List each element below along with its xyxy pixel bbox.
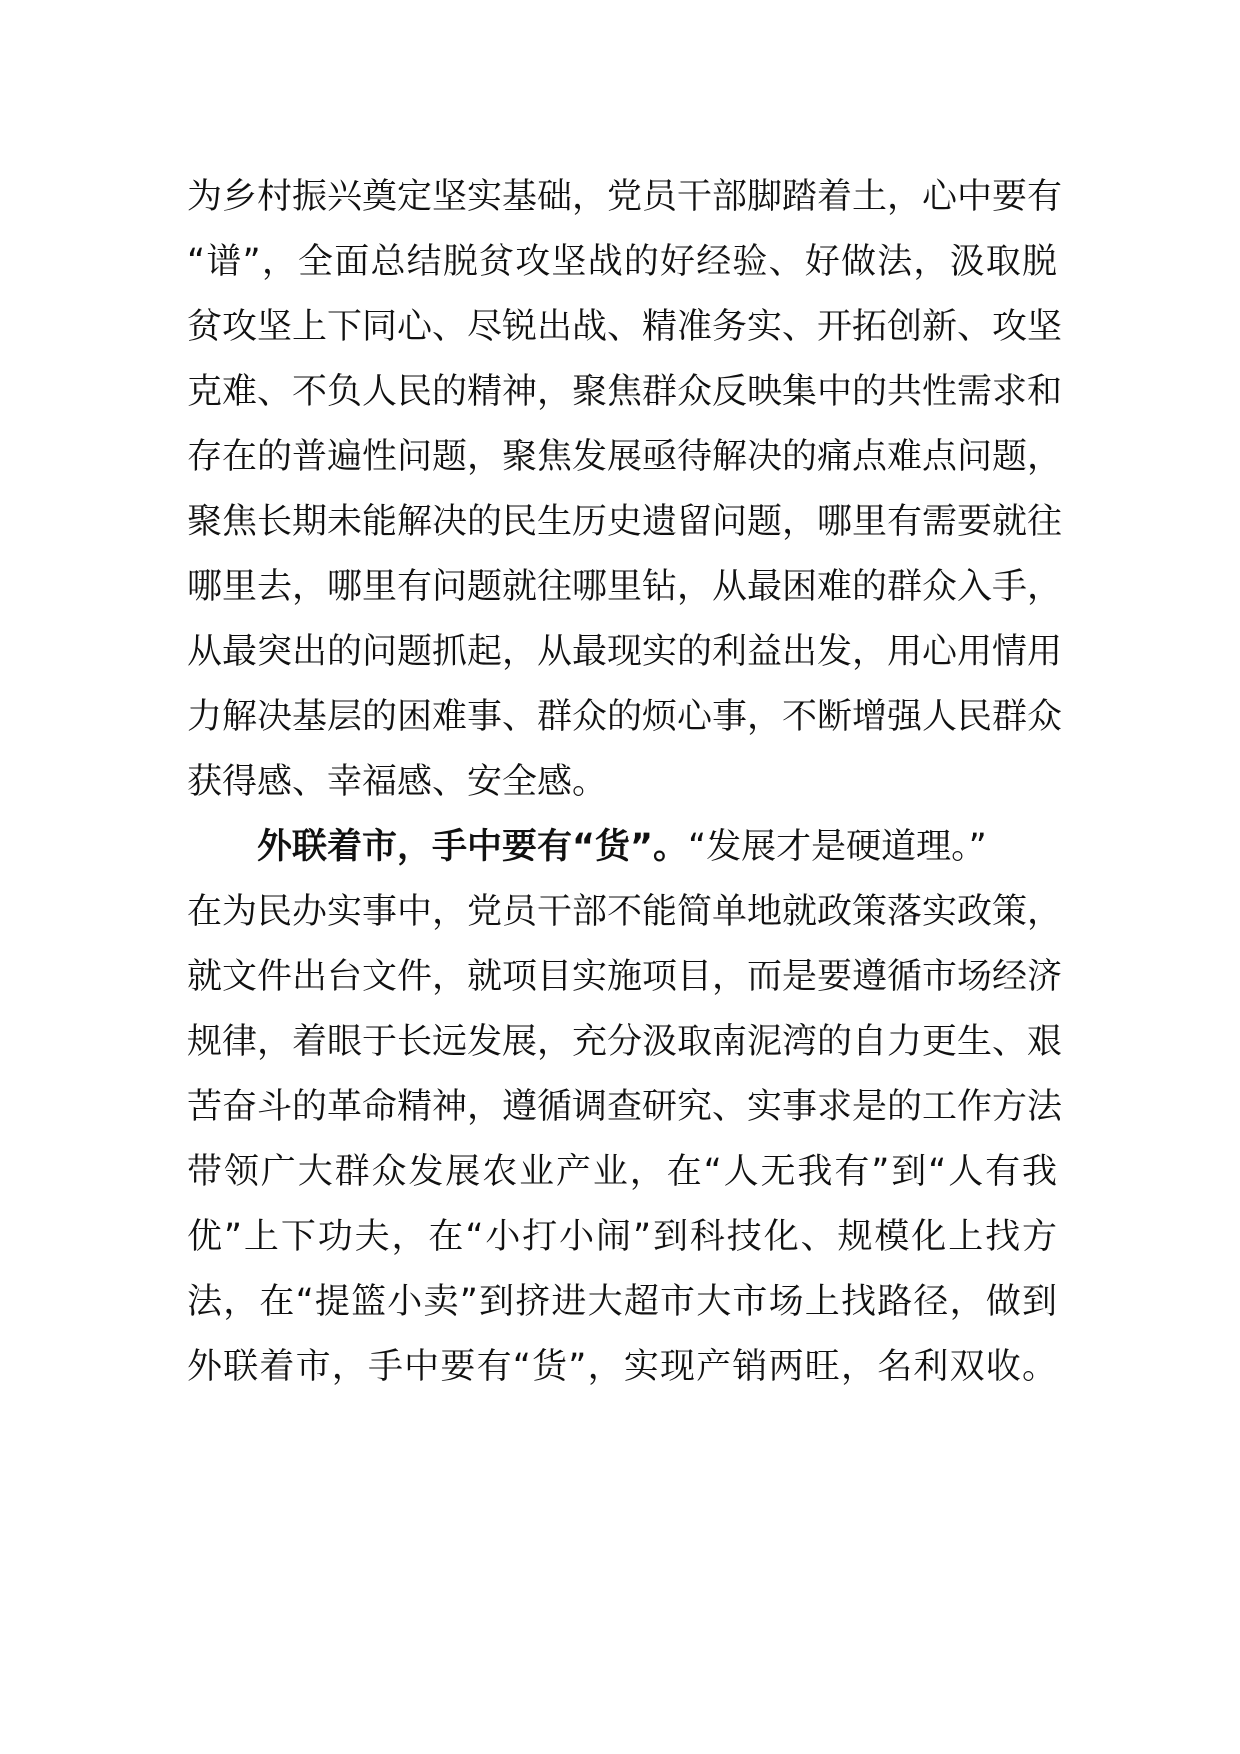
- paragraph-line: 优”上下功夫，在“小打小闹”到科技化、规模化上找方: [187, 1217, 1057, 1257]
- paragraph-line: 获得感、幸福感、安全感。: [187, 762, 608, 802]
- paragraph-line: 力解决基层的困难事、群众的烦心事，不断增强人民群众: [187, 697, 1063, 737]
- paragraph-line: 苦奋斗的革命精神，遵循调查研究、实事求是的工作方法: [187, 1087, 1063, 1127]
- paragraph-line: 从最突出的问题抓起，从最现实的利益出发，用心用情用: [187, 632, 1063, 672]
- paragraph-line: 贫攻坚上下同心、尽锐出战、精准务实、开拓创新、攻坚: [187, 307, 1063, 347]
- paragraph-first-line: [187, 815, 1057, 880]
- paragraph-line: 带领广大群众发展农业产业，在“人无我有”到“人有我: [187, 1152, 1057, 1192]
- paragraph-line: 哪里去，哪里有问题就往哪里钻，从最困难的群众入手，: [187, 567, 1063, 607]
- document-body: [187, 165, 1063, 1400]
- paragraph-line: 外联着市，手中要有“货”，实现产销两旺，名利双收。: [187, 1347, 1057, 1387]
- paragraph-line: 为乡村振兴奠定坚实基础，党员干部脚踏着土，心中要有: [187, 177, 1063, 217]
- paragraph-line: 存在的普遍性问题，聚焦发展亟待解决的痛点难点问题，: [187, 437, 1063, 477]
- paragraph-2: [187, 815, 1063, 1400]
- paragraph-line: 聚焦长期未能解决的民生历史遗留问题，哪里有需要就往: [187, 502, 1063, 542]
- paragraph-line: 规律，着眼于长远发展，充分汲取南泥湾的自力更生、艰: [187, 1022, 1063, 1062]
- paragraph-line: 就文件出台文件，就项目实施项目，而是要遵循市场经济: [187, 957, 1063, 997]
- paragraph-line: 在为民办实事中，党员干部不能简单地就政策落实政策，: [187, 892, 1063, 932]
- paragraph-heading: 外联着市，手中要有“货”。: [257, 827, 689, 867]
- paragraph-line: 克难、不负人民的精神，聚焦群众反映集中的共性需求和: [187, 372, 1063, 412]
- paragraph-line: “谱”，全面总结脱贫攻坚战的好经验、好做法，汲取脱: [187, 242, 1057, 282]
- paragraph-quote: “发展才是硬道理。”: [688, 827, 987, 867]
- paragraph-1: [187, 165, 1063, 815]
- paragraph-line: 法，在“提篮小卖”到挤进大超市大市场上找路径，做到: [187, 1282, 1057, 1322]
